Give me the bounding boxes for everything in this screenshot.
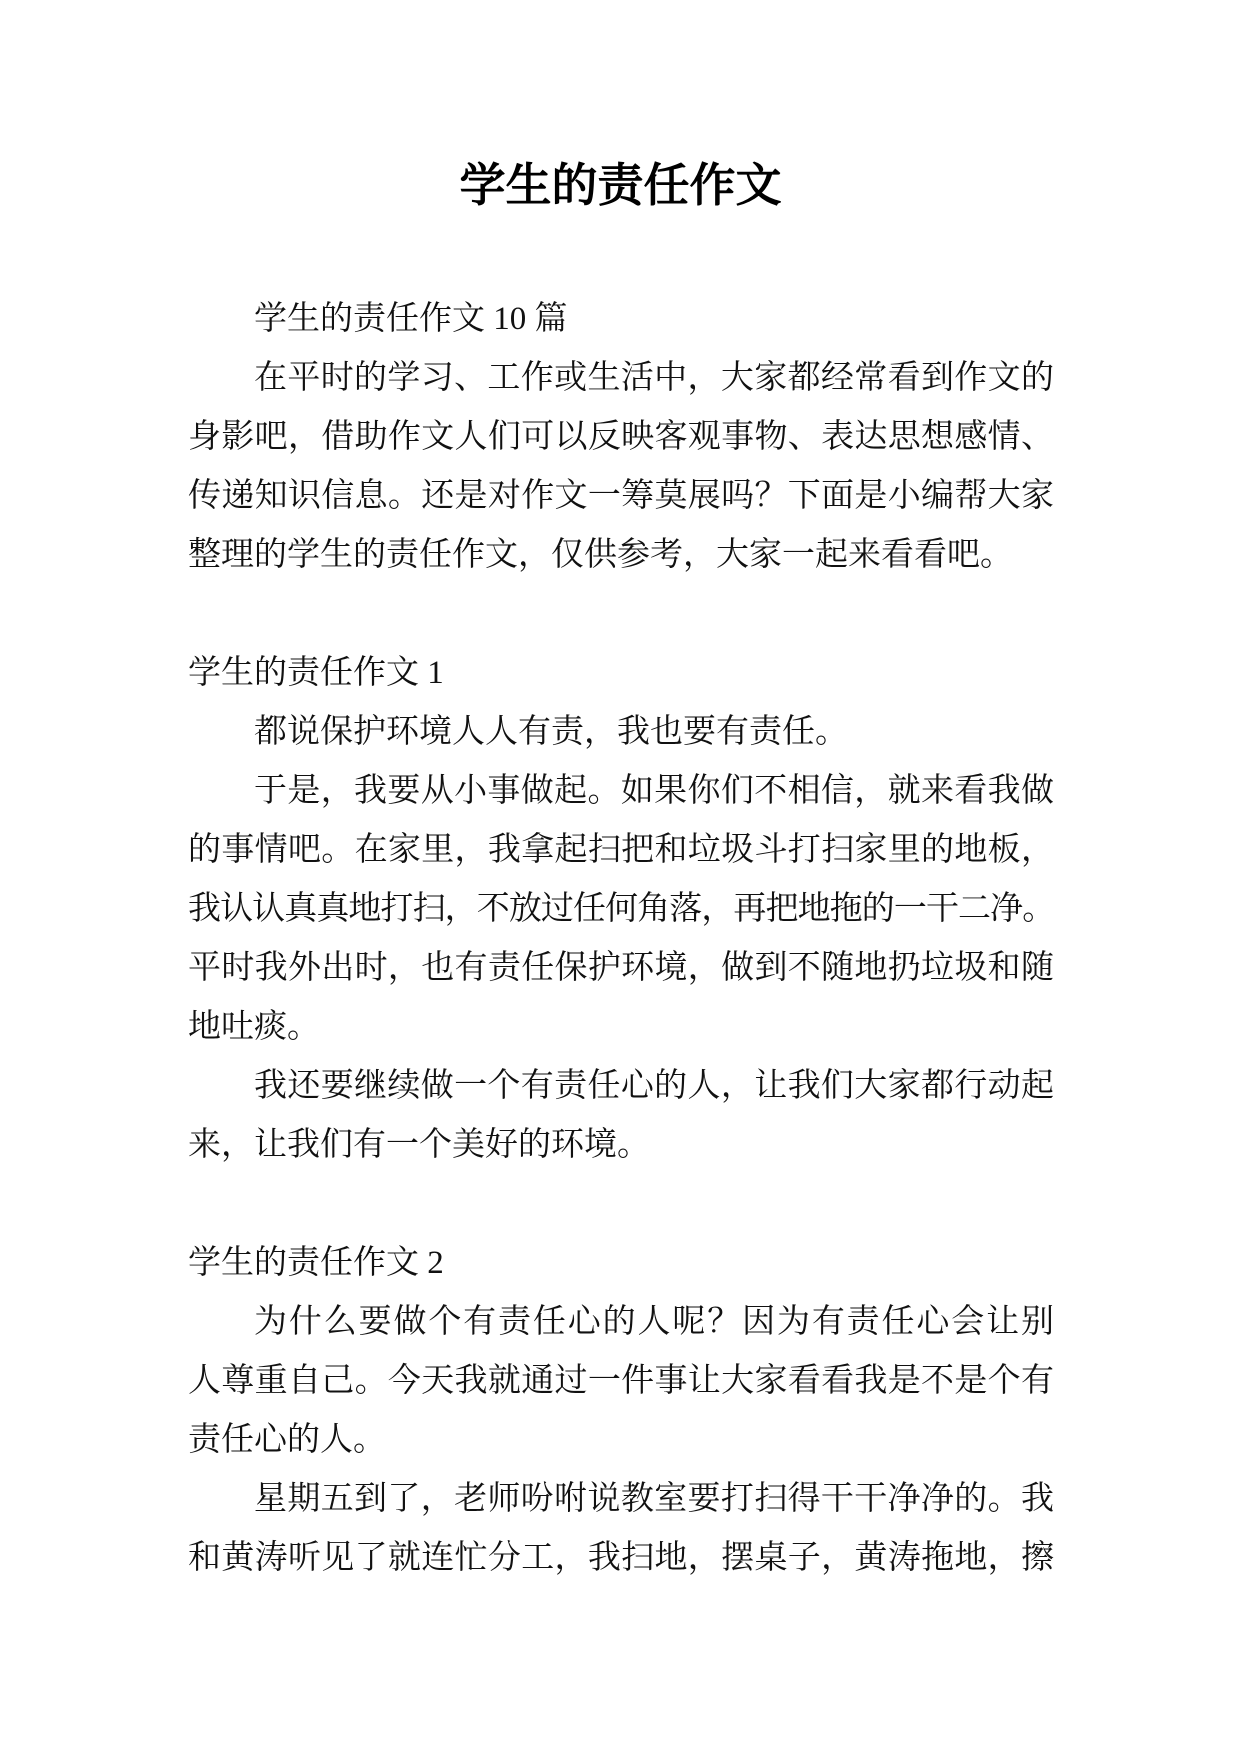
essay-1 (188, 644, 1054, 1175)
essay-paragraph (188, 762, 1054, 1057)
essay-paragraph (188, 703, 1054, 762)
essay-2 (188, 1234, 1054, 1588)
paragraph-line: 平时我外出时，也有责任保护环境，做到不随地扔垃圾和随 (188, 950, 1054, 986)
document-title: 学生的责任作文 (459, 160, 782, 211)
intro-paragraph (188, 349, 1054, 585)
paragraph-line: 人尊重自己。今天我就通过一件事让大家看看我是不是个有 (188, 1363, 1054, 1399)
paragraph-line: 传递知识信息。还是对作文一筹莫展吗？下面是小编帮大家 (188, 478, 1054, 514)
intro-subtitle-paragraph (188, 290, 1054, 349)
paragraph-line: 和黄涛听见了就连忙分工，我扫地，摆桌子，黄涛拖地，擦 (188, 1540, 1054, 1576)
paragraph-line: 来，让我们有一个美好的环境。 (188, 1127, 650, 1163)
essay-heading: 学生的责任作文 2 (188, 1245, 444, 1281)
intro-subtitle: 学生的责任作文 10 篇 (254, 301, 568, 337)
paragraph-line: 地吐痰。 (188, 1009, 320, 1045)
paragraph-line: 的事情吧。在家里，我拿起扫把和垃圾斗打扫家里的地板， (188, 832, 1054, 868)
paragraph-line: 于是，我要从小事做起。如果你们不相信，就来看我做 (254, 773, 1054, 809)
blank-line (188, 585, 1054, 644)
essay-heading: 学生的责任作文 1 (188, 655, 444, 691)
blank-line (188, 1175, 1054, 1234)
essay-paragraph (188, 1293, 1054, 1470)
paragraph-line: 都说保护环境人人有责，我也要有责任。 (254, 714, 848, 750)
paragraph-line: 身影吧，借助作文人们可以反映客观事物、表达思想感情、 (188, 419, 1054, 455)
essay-paragraph (188, 1470, 1054, 1588)
paragraph-line: 整理的学生的责任作文，仅供参考，大家一起来看看吧。 (188, 537, 1013, 573)
paragraph-line: 在平时的学习、工作或生活中，大家都经常看到作文的 (254, 360, 1054, 396)
paragraph-line: 我还要继续做一个有责任心的人，让我们大家都行动起 (254, 1068, 1054, 1104)
paragraph-line: 星期五到了，老师吩咐说教室要打扫得干干净净的。我 (254, 1481, 1054, 1517)
essay-paragraph (188, 1057, 1054, 1175)
document-body (188, 290, 1054, 1588)
paragraph-line: 为什么要做个有责任心的人呢？因为有责任心会让别 (254, 1304, 1054, 1340)
paragraph-line: 责任心的人。 (188, 1422, 386, 1458)
paragraph-line: 我认认真真地打扫，不放过任何角落，再把地拖的一干二净。 (188, 891, 1054, 927)
